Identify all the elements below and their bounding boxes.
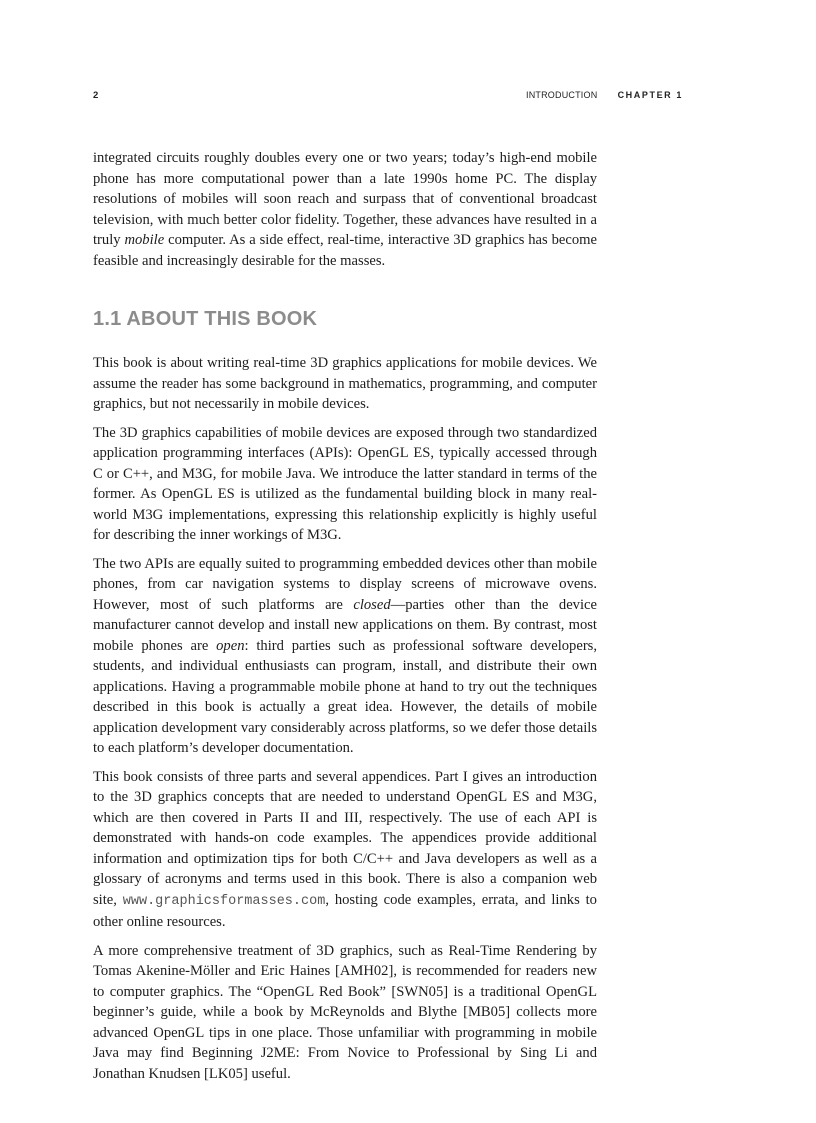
paragraph-platforms — [93, 554, 597, 759]
intro-text-part: integrated circuits roughly doubles every one or two years; today’s high-end mobile phone has more computational power than a late 1990s home PC. The display resolutions of mobiles will soon reach and surpass that of conventional broadcast television, with much better color fidelity. Together, these advances have resulted in a truly — [93, 150, 597, 248]
paragraph-book-structure — [93, 767, 597, 933]
section-body — [93, 353, 597, 1092]
paragraph-text-part: , hosting code examples, errata, and links to other online resources. — [93, 891, 597, 930]
running-chapter-label: CHAPTER 1 — [617, 90, 683, 100]
intro-emphasis-mobile: mobile — [124, 232, 165, 248]
page-number: 2 — [93, 90, 99, 101]
paragraph-further-reading: A more comprehensive treatment of 3D graphics, such as Real-Time Rendering by Tomas Akenine-Möller and Eric Haines [AMH02], is recommended for readers new to computer graphics. The “OpenGL Red Book” [SWN05] is a traditional OpenGL beginner’s guide, while a book by McReynolds and Blythe [MB05] collects more advanced OpenGL tips in one place. Those unfamiliar with programming in mobile Java may find Beginning J2ME: From Novice to Professional by Sing Li and Jonathan Knudsen [LK05] useful. — [93, 942, 597, 1082]
running-header — [93, 90, 683, 104]
running-section-title: INTRODUCTION — [526, 90, 598, 100]
paragraph-text-part: —parties other than the device manufacturer cannot develop and install new applications on them. By contrast, most mobile phones are — [93, 596, 597, 654]
intro-text-part: computer. As a side effect, real-time, interactive 3D graphics has become feasible and increasingly desirable for the masses. — [93, 232, 597, 269]
intro-paragraph — [93, 148, 597, 271]
emphasis-open: open — [216, 637, 245, 654]
section-heading: 1.1 ABOUT THIS BOOK — [93, 308, 318, 330]
emphasis-closed: closed — [353, 596, 391, 613]
paragraph-text-part: : third parties such as professional software developers, students, and individual enthusiasts can program, install, and distribute their own applications. Having a programmable mobile phone at hand to try out the techniques described in this book is actually a great idea. However, the details of mobile application development vary considerably across platforms, so we defer those details to each platform’s developer documentation. — [93, 637, 598, 756]
paragraph-text-part: This book consists of three parts and several appendices. Part I gives an introduction to the 3D graphics concepts that are needed to understand OpenGL ES and M3G, which are then covered in Parts II and III, respectively. The use of each API is demonstrated with hands-on code examples. The appendices provide additional information and optimization tips for both C/C++ and Java developers as well as a glossary of acronyms and terms used in this book. There is also a companion web site, — [93, 768, 597, 908]
paragraph-text-part: The two APIs are equally suited to programming embedded devices other than mobile phones, from car navigation systems to display screens of microwave ovens. However, most of such platforms are — [93, 555, 597, 613]
paragraph-apis: The 3D graphics capabilities of mobile devices are exposed through two standardized application programming interfaces (APIs): OpenGL ES, typically accessed through C or C++, and M3G, for mobile Java. We introduce the latter standard in terms of the former. As OpenGL ES is utilized as the fundamental building block in many real-world M3G implementations, expressing this relationship explicitly is highly useful for describing the inner workings of M3G. — [93, 424, 597, 543]
paragraph-scope: This book is about writing real-time 3D graphics applications for mobile devices. We assume the reader has some background in mathematics, programming, and computer graphics, but not necessarily in mobile devices. — [93, 355, 597, 412]
companion-website-url: www.graphicsformasses.com — [122, 893, 326, 909]
intro-text-block — [93, 148, 597, 279]
